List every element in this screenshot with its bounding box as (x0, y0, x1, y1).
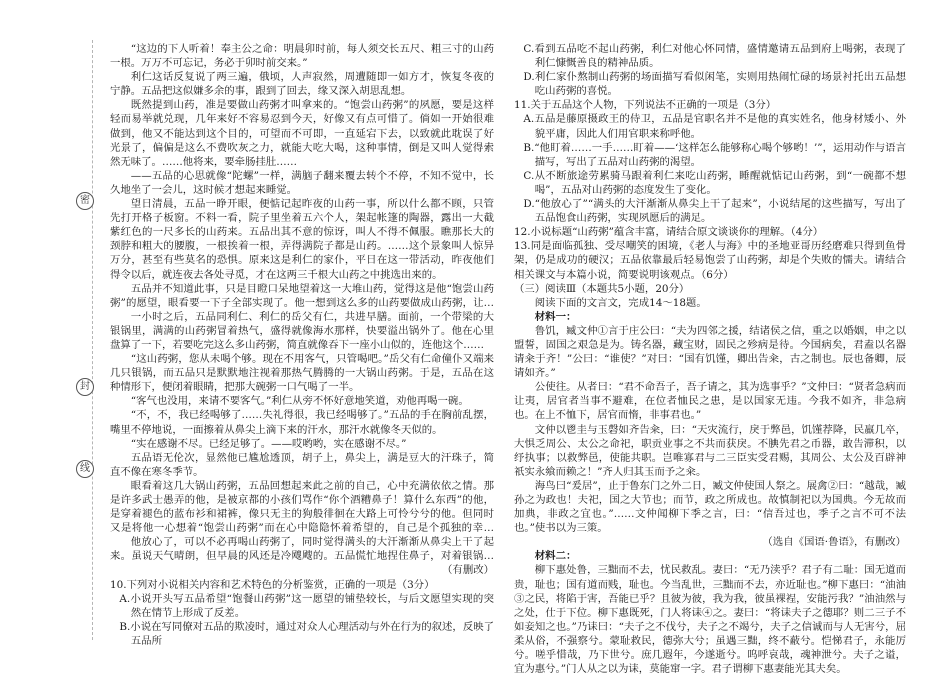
question-11-option-d: D.“他放心了”“满头的大汗渐渐从鼻尖上干了起来”，小说结尾的这些描写，写出了五品饱食山药粥，实现夙愿后的满足。 (523, 198, 906, 225)
passage-paragraph: 望日清晨，五品一睁开眼，便惦记起昨夜的山药一事，所以什么都不顾，只管先打开格子板窗。不料一看，院子里坐着五六个人，架起帐篷的陶器，露出一大截紫红色的一尺多长的山药来。五品出其不意的惊讶，叫人不得不佩服。瞧那长大的颈脖和粗大的腰腹，一根挨着一根，弄得满院子都是山药。……这个景象叫人惊异万分，甚至有些莫名的恐惧。原来这是利仁的家仆，平日在这一带活动，昨夜他们得令以后，就连夜去各处寻觅，才在这两三千根大山药之中挑选出来的。 (110, 198, 494, 281)
question-13: 13.同是面临孤独、受尽嘲笑的困境，《老人与海》中的圣地亚哥历经磨难只得到鱼骨架，仍是成功的硬汉；五品依靠最后轻易饱尝了山药粥，却是个失败的懦夫。请结合相关课文与本篇小说，简要说明该观点。（6分） (514, 240, 906, 281)
passage-paragraph: “实在感谢不尽。已经足够了。——哎哟哟，实在感谢不尽。” (130, 437, 407, 450)
passage-paragraph: “客气也没用，来请不要客气。”利仁从旁不怀好意地笑道，劝他再喝一碗。 (130, 395, 469, 408)
passage-paragraph: “不，不，我已经喝够了……失礼得很，我已经喝够了。”五品的手在胸前乱摆，嘴里不停地说，一面擦着从鼻尖上滴下来的汗水，那汗水就像冬天似的。 (110, 409, 494, 436)
passage-paragraph: “这边的下人听着！奉主公之命：明晨卯时前，每人须交长五尺、粗三寸的山药一根。万万不可忘记，务必于卯时前交来。” (110, 43, 494, 70)
question-11-option-c: C.从不断旅途劳累骑马跟着利仁来吃山药粥，睡醒就惦记山药粥，到“一碗都不想喝”，五品对山药粥的态度发生了变化。 (523, 169, 906, 196)
seal-line (92, 40, 93, 640)
question-10-option-a: A.小说开头写五品希望“饱餐山药粥”这一愿望的铺垫较长，与后文愿望实现的突然在情节上形成了反差。 (119, 592, 494, 619)
passage-paragraph: 利仁这话反复说了两三遍，俄顷，人声寂然，周遭随即一如方才，恢复冬夜的宁静。五品把这似嫌多余的事，跟到了回去，缘又深入胡思乱想。 (110, 71, 494, 98)
passage-paragraph: ——五品的心思就像“陀螺”一样，满脑子翻来覆去转个不停，不知不觉中，长久地坐了一会儿，这时候才想起来睡觉。 (110, 169, 494, 196)
material-1-title: 材料一： (534, 310, 577, 323)
material-2-title: 材料二： (534, 550, 577, 563)
question-10-option-b: B.小说在写同僚对五品的欺凌时，通过对众人心理活动与外在行为的叙述，反映了五品所 (119, 620, 494, 647)
material-1-paragraph: 文仲以鬯圭与玉磬如齐告籴，曰：“天灾流行，戾于弊邑，饥馑荐降，民羸几卒，大惧乏周公、太公之命祀，职贡业事之不共而获戾。不腆先君之币器，敢告滞积，以纾执事；以救弊邑，使能共职。岂唯寡君与二三臣实受君赐，其周公、太公及百辟神祇实永飨而赖之！”齐人归其玉而予之籴。 (514, 423, 906, 478)
material-1-paragraph: 鲁饥，臧文仲①言于庄公曰：“夫为四邻之援，结诸侯之信，重之以婚姻，申之以盟誓，固国之艰急是为。铸名器，藏宝财，固民之殄病是待。今国病矣，君盍以名器请籴于齐！”公曰：“谁使？”对曰：“国有饥馑，卿出告籴，古之制也。辰也备卿，辰请如齐。” (514, 324, 906, 380)
section-heading: （三）阅读Ⅲ（本题共5小题，20分） (514, 282, 690, 295)
passage-paragraph: 五品语无伦次，显然他已尴尬透顶，胡子上，鼻尖上，满是豆大的汗珠子，简直不像在寒冬季节。 (110, 451, 494, 478)
passage-paragraph: “这山药粥，您从未喝个够。现在不用客气，只管喝吧。”岳父有仁命僮仆又端来几只银锅，而五品只是默默地注视着那热气腾腾的一大锅山药粥。于是，五品在这种情形下，便闭着眼睛，把那大碗粥一口气喝了一半。 (110, 353, 494, 394)
passage-paragraph: 眼看着这几大锅山药粥，五品回想起来此之前的自己，心中充满依依之情。那是许多武士愚弄的他，是被京都的小孩们骂作“你个酒糟鼻子！算什么东西”的他，是穿着褪色的蓝布衫和裙裤，像只无主的狗般徘徊在大路上可怜兮兮的他。但同时又是将他一心想着“饱尝山药粥”而在心中隐隐怀着希望的，自己是个孤独的幸福 (110, 479, 494, 535)
section-instruction: 阅读下面的文言文，完成14～18题。 (534, 296, 707, 309)
question-11-option-b: B.“他盯着……一手……盯着——‘这样怎么能够称心喝个够哟！’”，运用动作与语言描写，写出了五品对山药粥的渴望。 (523, 141, 906, 168)
left-column (110, 42, 494, 648)
material-1-paragraph: 海鸟曰“爰居”，止于鲁东门之外二日，臧文仲使国人祭之。展禽②曰：“越哉，臧孙之为政也！夫祀，国之大节也；而节，政之所成也。故慎制祀以为国典。今无故而加典，非政之宜也。”……文仲闻柳下季之言，曰：“信吾过也，季子之言不可不法也。”使书以为三策。 (514, 479, 906, 535)
seal-mark-xian: 线 (76, 460, 94, 478)
question-12: 12.小说标题“山药粥”蕴含丰富，请结合原文谈谈你的理解。（4分） (514, 226, 824, 239)
material-2-paragraph: 柳下惠处鲁，三黜而不去，忧民救乱。妻曰：“无乃渎乎？君子有二耻：国无道而贵，耻也；国有道而贱，耻也。今当乱世，三黜而不去，亦近耻也。”柳下惠曰：“油油③之民，将陷于害，吾能已乎？且彼为彼，我为我，彼虽裸裎，安能污我？”油油然与之处，仕于下位。柳下惠既死，门人将诔④之。妻曰：“将诔夫子之德耶？则二三子不如妾知之也。”乃诔曰：“夫子之不伐兮，夫子之不竭兮，夫子之信诚而与人无害兮，屈柔从俗，不强察兮。蒙耻救民，德弥大兮；虽遇三黜，终不蔽兮。恺悌君子，永能厉兮。嗟乎惜哉，乃下世兮。庶几遐年，今遂逝兮。呜呼哀哉，魂神泄兮。夫子之谥，宜为惠兮。”门人从之以为诔，莫能窜一字。君子谓柳下惠妻能光其夫矣。 (514, 564, 906, 676)
material-1-paragraph: 公使往。从者曰：“君不命吾子，吾子请之，其为选事乎？”文仲曰：“贤者急病而让夷，居官者当事不避难，在位者恤民之患，是以国家无违。今我不如齐，非急病也。在上不恤下，居官而惰，非事君也。” (514, 381, 906, 422)
question-11-option-a: A.五品是藤原摄政王的侍卫，五品是官职名并不是他的真实姓名，他身材矮小、外貌平庸，因此人们用官职来称呼他。 (523, 113, 906, 140)
question-10-option-d: D.利仁家仆熬制山药粥的场面描写看似闲笔，实则用热闹忙碌的场景衬托出五品想吃山药粥的喜悦。 (523, 71, 906, 98)
passage-paragraph: 一小时之后，五品同利仁、利仁的岳父有仁，共进早膳。面前，一个带梁的大银锅里，满满的山药粥冒着热气，盛得就像海水那样，快要溢出锅外了。他在心里盘算了一下，若要吃完这么多山药粥，简直就像吞下一座小山似的，连他这个…… (110, 310, 494, 351)
passage-paragraph: 他放心了，可以不必再喝山药粥了，同时觉得满头的大汗渐渐从鼻尖上干了起来。虽说天气晴朗，但早晨的风还是冷飕飕的。五品慌忙地捏住鼻子，对着银锅， (110, 536, 494, 563)
right-column (514, 42, 906, 676)
binding-gutter (0, 0, 108, 652)
passage-paragraph: 五品并不知道此事，只是目瞪口呆地望着这一大堆山药，觉得这是他“饱尝山药粥”的愿望，眼看要一下子全部实现了。他一想到这么多的山药要做成山药粥，让他 (110, 282, 494, 309)
question-10-option-c: C.看到五品吃不起山药粥，利仁对他心怀同情，盛情邀请五品到府上喝粥，表现了利仁慷慨善良的精神品质。 (523, 43, 906, 70)
material-1-source: （选自《国语·鲁语》，有删改） (762, 536, 906, 549)
passage-note: （有删改） (442, 564, 494, 577)
seal-mark-mi: 密 (76, 192, 94, 210)
seal-mark-feng: 封 (76, 378, 94, 396)
passage-paragraph: 既然提到山药，准是要做山药粥才叫拿来的。“饱尝山药粥”的夙愿，要是这样轻而易举就兑现，几年来好不容易忍到今天，好像又有点可惜了。倘如一开始很难做到，他又不能达到这个目的，可望而不可即，一直延宕下去，以致就此耽误了好光景了，偏偏是这么不费吹灰之力，就能大吃大喝，这种事情，倒是又叫人觉得索然无味了。……他将来，要牵肠挂肚…… (110, 99, 494, 168)
question-11-stem: 11.关于五品这个人物，下列说法不正确的一项是（3分） (514, 99, 777, 112)
question-10-stem: 10.下列对小说相关内容和艺术特色的分析鉴赏，正确的一项是（3分） (110, 578, 435, 591)
